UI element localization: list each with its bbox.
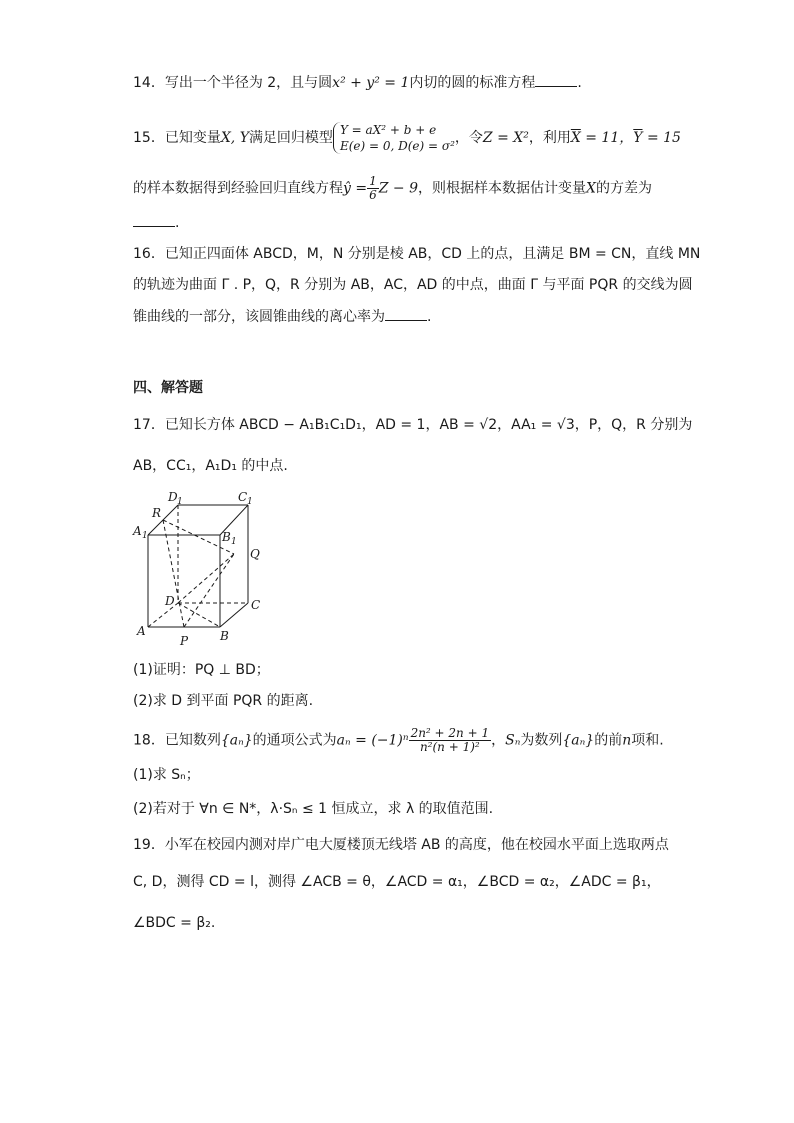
label-q: Q: [250, 547, 260, 561]
q15-line2-c: 的方差为: [595, 180, 652, 197]
q18-part2: (2)若对于 ∀n ∈ N*，λ·Sₙ ≤ 1 恒成立，求 λ 的取值范围.: [133, 801, 494, 817]
label-b1-sub: 1: [231, 537, 237, 547]
question-15-line3: [133, 212, 179, 233]
q18-frac-den: n²(n + 1)²: [419, 740, 480, 754]
q14-circle-equation: x² + y² = 1: [332, 75, 410, 91]
q18-text-c: ，: [491, 732, 506, 749]
q17-line2: AB，CC₁，A₁D₁ 的中点.: [133, 458, 288, 474]
q15-vars: X, Y: [220, 130, 249, 146]
label-a1: A: [133, 524, 142, 538]
q15-frac-den: 6: [369, 188, 377, 202]
q18-an: aₙ = (−1)ⁿ: [336, 732, 409, 749]
q18-text-a: 18．已知数列: [133, 732, 221, 749]
label-d1-sub: 1: [177, 497, 183, 507]
q18-frac-num: 2n² + 2n + 1: [410, 726, 490, 740]
q18-text-e: 的前: [594, 732, 623, 749]
q15-line2-var: X: [586, 180, 596, 197]
section-title: 四、解答题: [133, 380, 203, 396]
q15-frac-num: 1: [369, 174, 377, 188]
q15-model-line2: E(e) = 0, D(e) = σ²: [339, 139, 455, 153]
q15-text-a: 15．已知变量: [133, 130, 221, 146]
segment-p-q: [184, 554, 234, 627]
q15-xbar-val: = 11，: [580, 130, 634, 146]
q19-line2: C, D，测得 CD = l，测得 ∠ACB = θ，∠ACD = α₁，∠BCD = α₂，∠ADC = β₁，: [133, 874, 661, 890]
q19-line1: 19．小军在校园内测对岸广电大厦楼顶无线塔 AB 的高度，他在校园水平面上选取两点: [133, 837, 669, 853]
label-c1: C: [238, 490, 248, 504]
question-15-line2: [133, 175, 652, 202]
q15-ybar-val: = 15: [642, 130, 681, 146]
label-b1: B: [222, 530, 231, 544]
q17-part2: (2)求 D 到平面 PQR 的距离.: [133, 693, 314, 709]
cuboid-figure: [130, 485, 280, 650]
q18-text-b: 的通项公式为: [252, 732, 337, 749]
q15-ybar: $\overline{Y}$: [633, 130, 643, 146]
segment-r-p: [163, 520, 184, 627]
q15-yhat: ŷ =: [343, 180, 368, 197]
q18-text-f: 项和.: [631, 732, 664, 749]
q18-n: n: [622, 732, 632, 749]
q14-end: .: [577, 75, 582, 91]
label-d: D: [165, 594, 175, 608]
label-c1-sub: 1: [247, 497, 253, 507]
q18-text-d: 为数列: [520, 732, 563, 749]
q15-fraction: [367, 175, 379, 202]
q15-answer-blank: [133, 212, 175, 227]
q18-sn: Sₙ: [505, 732, 521, 749]
question-15-line1: [133, 122, 681, 154]
edge-b-c: [220, 603, 248, 627]
label-p: P: [180, 634, 189, 648]
question-14: [133, 72, 582, 93]
question-18-line1: [133, 727, 664, 754]
q14-answer-blank: [535, 72, 577, 87]
q15-model-line1: Y = aX² + b + e: [339, 123, 437, 137]
q14-text-a: 14．写出一个半径为 2，且与圆: [133, 75, 333, 91]
label-c: C: [251, 598, 261, 612]
q15-line2-a: 的样本数据得到经验回归直线方程: [133, 180, 343, 197]
q16-line2: 的轨迹为曲面 Γ . P，Q，R 分别为 AB，AC，AD 的中点，曲面 Γ 与平面 PQR 的交线为圆: [133, 277, 693, 293]
label-a: A: [137, 624, 146, 638]
q15-eq-z: Z = X²: [482, 130, 529, 146]
q15-text-b: 满足回归模型: [248, 130, 333, 146]
q16-line3: 锥曲线的一部分，该圆锥曲线的离心率为: [133, 309, 385, 325]
q14-text-b: 内切的圆的标准方程: [409, 75, 536, 91]
q16-line1: 16．已知正四面体 ABCD，M，N 分别是棱 AB，CD 上的点，且满足 BM = CN，直线 MN: [133, 246, 701, 262]
q16-end: .: [427, 309, 432, 325]
label-a1-sub: 1: [142, 531, 148, 541]
q18-seq2: {aₙ}: [562, 732, 595, 749]
q15-line2-eq: Z − 9: [378, 180, 418, 197]
q18-seq: {aₙ}: [220, 732, 253, 749]
q15-text-d: ，利用: [528, 130, 571, 146]
label-r: R: [152, 506, 162, 520]
q15-xbar: $\overline{X}$: [570, 130, 581, 146]
q15-text-c: ，令: [454, 130, 483, 146]
q15-end: .: [175, 215, 180, 231]
q18-part1: (1)求 Sₙ；: [133, 767, 200, 783]
segment-d-b: [178, 603, 220, 627]
label-b: B: [220, 629, 229, 643]
q16-answer-blank: [385, 306, 427, 321]
q15-line2-b: ，则根据样本数据估计变量: [418, 180, 586, 197]
q17-line1: 17．已知长方体 ABCD − A₁B₁C₁D₁，AD = 1，AB = √2，AA₁ = √3，P，Q，R 分别为: [133, 417, 693, 433]
q18-fraction: [409, 727, 492, 754]
q17-part1: (1)证明：PQ ⊥ BD；: [133, 662, 270, 678]
question-16-line3: [133, 306, 431, 327]
q19-line3: ∠BDC = β₂.: [133, 915, 216, 931]
q15-model-system: [333, 122, 455, 154]
label-d1: D: [168, 490, 178, 504]
